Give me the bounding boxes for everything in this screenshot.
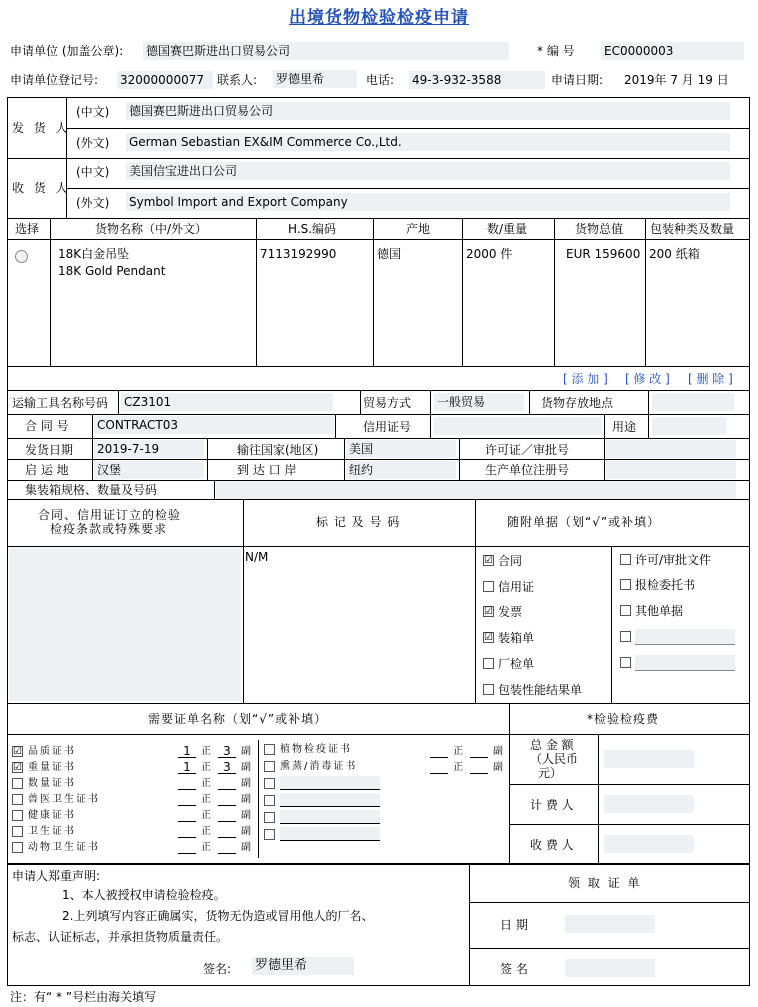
doc-permit-label: 许可/审批文件: [635, 553, 712, 567]
dest-input[interactable]: 美国: [346, 440, 456, 458]
cert-health-label: 健康证书: [28, 810, 76, 821]
doc-contract-label: 合同: [498, 554, 523, 568]
cert-health-copy[interactable]: [218, 808, 236, 822]
doc-permit-checkbox[interactable]: [620, 554, 631, 565]
cert-weight-checkbox[interactable]: ☑: [13, 762, 22, 773]
marks-value[interactable]: N/M: [245, 550, 269, 564]
sender-label: 发 货 人: [12, 121, 71, 135]
receive-date-label: 日 期: [500, 918, 528, 932]
declaration-line1: 1、本人被授权申请检验检疫。: [62, 888, 226, 902]
charger-input[interactable]: [604, 795, 694, 813]
phone-input[interactable]: 49-3-932-3588: [409, 71, 545, 89]
receive-cert-title: 领 取 证 单: [568, 876, 642, 890]
collector-label: 收 费 人: [530, 838, 574, 852]
reg-no-prod-label: 生产单位注册号: [485, 463, 570, 477]
serial-no-label: * 编 号: [537, 44, 575, 58]
terms-textarea[interactable]: [9, 548, 241, 701]
receiver-cn-input[interactable]: 美国信宝进出口公司: [126, 162, 730, 180]
doc-packperf-checkbox[interactable]: [483, 684, 494, 695]
dest-label: 输往国家(地区): [237, 443, 319, 457]
receiver-cn-label: (中文): [76, 165, 110, 179]
doc-factory-label: 厂检单: [498, 657, 535, 671]
sign-input[interactable]: 罗德里希: [252, 957, 354, 975]
col-origin: 产地: [406, 222, 431, 236]
receiver-en-label: (外文): [76, 196, 110, 210]
doc-invoice-checkbox[interactable]: ☑: [484, 606, 493, 617]
phone-label: 电话:: [366, 73, 395, 87]
cert-animal-orig[interactable]: [178, 840, 196, 854]
total-amount-input[interactable]: [604, 750, 694, 768]
col-qty: 数/重量: [487, 222, 528, 236]
cert-fumigation-copy[interactable]: [470, 760, 488, 774]
cert-phyto-label: 植物检疫证书: [280, 744, 352, 755]
from-input[interactable]: 汉堡: [94, 461, 204, 479]
cert-weight-copy-label: 副: [241, 762, 251, 773]
sender-en-input[interactable]: German Sebastian EX&IM Commerce Co.,Ltd.: [126, 133, 730, 151]
cert-animal-label: 动物卫生证书: [28, 842, 100, 853]
container-label: 集装箱规格、数量及号码: [25, 483, 158, 497]
contact-input[interactable]: 罗德里希: [273, 70, 357, 88]
doc-contract-checkbox[interactable]: ☑: [484, 555, 493, 566]
applicant-label: 申请单位 (加盖公章):: [10, 44, 124, 58]
cert-animal-checkbox[interactable]: [12, 842, 23, 853]
cert-extra3-checkbox[interactable]: [264, 812, 275, 823]
receive-sign-label: 签 名: [500, 962, 528, 976]
from-label: 启 运 地: [25, 463, 69, 477]
footer-note: 注：有“ * ”号栏由海关填写: [10, 990, 157, 1004]
cert-vet-checkbox[interactable]: [12, 794, 23, 805]
contract-input[interactable]: CONTRACT03: [94, 416, 334, 434]
declaration-line2: 2.上列填写内容正确属实，货物无伪造或冒用他人的厂名、: [62, 909, 374, 923]
storage-label: 货物存放地点: [541, 396, 614, 410]
total-amount-label-3: 元）: [538, 766, 563, 780]
permit-input[interactable]: [606, 440, 736, 458]
col-name: 货物名称（中/外文）: [95, 222, 208, 236]
receive-sign-input[interactable]: [565, 959, 655, 977]
cert-phyto-copy[interactable]: [470, 744, 488, 758]
goods-name-cn: 18K白金吊坠: [58, 247, 130, 261]
receiver-label: 收 货 人: [12, 181, 71, 195]
cert-health-copy-label: 副: [241, 810, 251, 821]
doc-invoice-label: 发票: [498, 605, 523, 619]
cert-sanitary-copy-label: 副: [241, 826, 251, 837]
cert-vet-orig[interactable]: [178, 792, 196, 806]
cert-extra2-input[interactable]: [280, 793, 380, 807]
cert-weight-copy[interactable]: 3: [218, 760, 236, 774]
cert-quality-checkbox[interactable]: ☑: [13, 746, 22, 757]
col-value: 货物总值: [575, 222, 624, 236]
cert-extra3-input[interactable]: [280, 810, 380, 824]
declaration-line3: 标志、认证标志，并承担货物质量责任。: [12, 930, 229, 944]
cert-quantity-checkbox[interactable]: [12, 778, 23, 789]
serial-no-input[interactable]: EC0000003: [601, 42, 744, 60]
row-select-radio[interactable]: [15, 250, 28, 263]
trade-label: 贸易方式: [363, 396, 412, 410]
marks-header: 标 记 及 号 码: [316, 515, 401, 529]
permit-label: 许可证／审批号: [485, 443, 570, 457]
reg-no-input[interactable]: 32000000077: [117, 71, 213, 89]
cert-quantity-copy-label: 副: [241, 778, 251, 789]
doc-lc-label: 信用证: [498, 580, 535, 594]
sender-cn-label: (中文): [76, 105, 110, 119]
goods-name-en: 18K Gold Pendant: [58, 264, 166, 278]
col-hs: H.S.编码: [288, 222, 337, 236]
cert-quantity-copy[interactable]: [218, 776, 236, 790]
doc-extra2-checkbox[interactable]: [620, 657, 631, 668]
receive-date-input[interactable]: [565, 915, 655, 933]
cert-animal-copy[interactable]: [218, 840, 236, 854]
sender-en-label: (外文): [76, 136, 110, 150]
total-amount-label-1: 总 金 额: [530, 738, 574, 752]
col-select: 选择: [15, 222, 40, 236]
port-label: 到 达 口 岸: [237, 463, 297, 477]
cert-extra2-checkbox[interactable]: [264, 795, 275, 806]
cert-quantity-orig-label: 正: [201, 778, 211, 789]
fee-header: *检验检疫费: [587, 712, 660, 726]
collector-input[interactable]: [604, 835, 694, 853]
vehicle-label: 运输工具名称号码: [12, 396, 109, 410]
cert-fumigation-checkbox[interactable]: [264, 761, 275, 772]
cert-animal-orig-label: 正: [201, 842, 211, 853]
add-link[interactable]: [ 添 加 ]: [563, 372, 608, 386]
port-input[interactable]: 纽约: [346, 461, 456, 479]
cert-quality-copy-label: 副: [241, 746, 251, 757]
cert-quality-orig[interactable]: 1: [178, 744, 196, 758]
cert-fumigation-copy-label: 副: [493, 762, 503, 773]
cert-phyto-orig-label: 正: [453, 746, 463, 757]
cert-sanitary-copy[interactable]: [218, 824, 236, 838]
cert-sanitary-orig[interactable]: [178, 824, 196, 838]
col-pack: 包装种类及数量: [650, 222, 735, 236]
goods-qty: 2000 件: [466, 247, 513, 261]
cert-health-orig-label: 正: [201, 810, 211, 821]
cert-health-checkbox[interactable]: [12, 810, 23, 821]
doc-packperf-label: 包装性能结果单: [498, 683, 583, 697]
ship-date-label: 发货日期: [25, 443, 74, 457]
doc-lc-checkbox[interactable]: [483, 581, 494, 592]
contract-label: 合 同 号: [25, 419, 69, 433]
doc-extra1-checkbox[interactable]: [620, 631, 631, 642]
cert-fumigation-orig[interactable]: [430, 760, 448, 774]
cert-phyto-checkbox[interactable]: [264, 744, 275, 755]
cert-extra4-checkbox[interactable]: [264, 829, 275, 840]
lc-label: 信用证号: [363, 420, 412, 434]
applicant-input[interactable]: 德国赛巴斯进出口贸易公司: [143, 42, 509, 60]
cert-animal-copy-label: 副: [241, 842, 251, 853]
sign-label: 签名:: [203, 962, 232, 976]
cert-weight-label: 重量证书: [28, 762, 76, 773]
terms-header-2: 检疫条款或特殊要求: [50, 522, 168, 536]
cert-sanitary-checkbox[interactable]: [12, 826, 23, 837]
charger-label: 计 费 人: [530, 798, 574, 812]
cert-phyto-orig[interactable]: [430, 744, 448, 758]
cert-health-orig[interactable]: [178, 808, 196, 822]
doc-packing-label: 装箱单: [498, 631, 535, 645]
vehicle-input[interactable]: CZ3101: [121, 393, 333, 411]
cert-quality-label: 品质证书: [28, 746, 76, 757]
receiver-en-input[interactable]: Symbol Import and Export Company: [126, 193, 730, 211]
goods-value: EUR 159600: [566, 247, 641, 261]
goods-pack: 200 纸箱: [649, 247, 700, 261]
date-label: 申请日期:: [551, 73, 604, 87]
cert-quantity-orig[interactable]: [178, 776, 196, 790]
doc-entrust-checkbox[interactable]: [620, 579, 631, 590]
certs-header: 需要证单名称（划“√”或补填）: [148, 712, 328, 726]
cert-fumigation-orig-label: 正: [453, 762, 463, 773]
doc-entrust-label: 报检委托书: [635, 578, 696, 592]
page-title: 出境货物检验检疫申请: [289, 8, 469, 28]
cert-sanitary-label: 卫生证书: [28, 826, 76, 837]
reg-no-label: 申请单位登记号:: [10, 73, 99, 87]
goods-hs: 7113192990: [260, 247, 337, 261]
delete-link[interactable]: [ 删 除 ]: [688, 372, 733, 386]
cert-vet-label: 兽医卫生证书: [28, 794, 100, 805]
cert-quality-copy[interactable]: 3: [218, 744, 236, 758]
declaration-title: 申请人郑重声明:: [12, 869, 101, 883]
date-value[interactable]: 2019年 7 月 19 日: [624, 73, 729, 87]
cert-quantity-label: 数量证书: [28, 778, 76, 789]
cert-fumigation-label: 熏蒸/消毒证书: [280, 761, 358, 772]
edit-link[interactable]: [ 修 改 ]: [625, 372, 670, 386]
cert-phyto-copy-label: 副: [493, 746, 503, 757]
usage-label: 用途: [612, 420, 637, 434]
doc-extra1-input[interactable]: [635, 629, 735, 645]
cert-quality-orig-label: 正: [201, 746, 211, 757]
cert-extra1-input[interactable]: [280, 776, 380, 790]
terms-header-1: 合同、信用证订立的检验: [38, 508, 182, 522]
doc-other-checkbox[interactable]: [620, 605, 631, 616]
cert-vet-copy[interactable]: [218, 792, 236, 806]
doc-other-label: 其他单据: [635, 604, 684, 618]
cert-extra1-checkbox[interactable]: [264, 778, 275, 789]
doc-factory-checkbox[interactable]: [483, 658, 494, 669]
cert-weight-orig-label: 正: [201, 762, 211, 773]
contact-label: 联系人:: [217, 73, 258, 87]
cert-weight-orig[interactable]: 1: [178, 760, 196, 774]
usage-input[interactable]: [652, 417, 726, 435]
cert-sanitary-orig-label: 正: [201, 826, 211, 837]
docs-header: 随附单据（划“√”或补填）: [507, 515, 661, 529]
ship-date-input[interactable]: 2019-7-19: [94, 440, 204, 458]
cert-vet-copy-label: 副: [241, 794, 251, 805]
sender-cn-input[interactable]: 德国赛巴斯进出口贸易公司: [126, 102, 730, 120]
doc-extra2-input[interactable]: [635, 655, 735, 671]
container-input[interactable]: [216, 481, 736, 499]
trade-input[interactable]: 一般贸易: [434, 393, 524, 411]
cert-extra4-input[interactable]: [280, 827, 380, 841]
total-amount-label-2: （人民币: [530, 752, 579, 766]
reg-no-prod-input[interactable]: [606, 461, 736, 479]
doc-packing-checkbox[interactable]: ☑: [484, 632, 493, 643]
cert-vet-orig-label: 正: [201, 794, 211, 805]
lc-input[interactable]: [434, 417, 602, 435]
storage-input[interactable]: [652, 393, 734, 411]
goods-origin: 德国: [377, 247, 402, 261]
